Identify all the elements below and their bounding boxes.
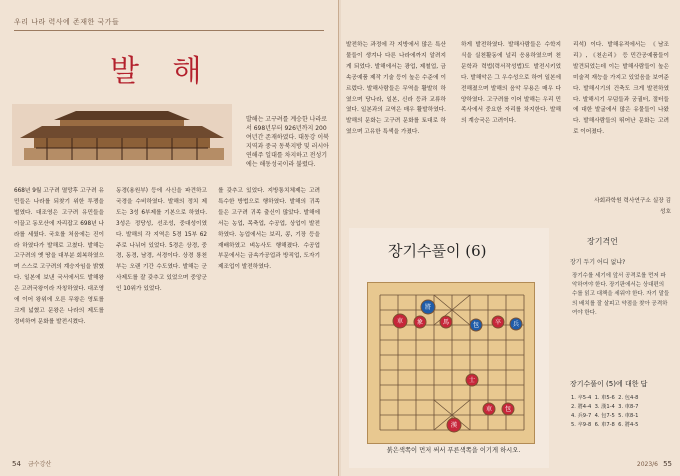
svg-text:包: 包	[504, 406, 512, 413]
janggi-board	[367, 282, 535, 444]
answer-item: 4. 包7-5	[594, 413, 615, 419]
answer-item: 1. 卒5-4	[571, 395, 592, 401]
left-page-number: 54	[12, 460, 21, 468]
left-footer-label: 금수강산	[28, 461, 52, 468]
janggi-piece	[447, 418, 461, 432]
article-byline: 사회과학원 력사연구소 실장 김성호	[594, 198, 671, 214]
janggi-piece	[492, 316, 504, 328]
janggi-piece	[502, 403, 514, 415]
article-intro: 발해는 고구려를 계승한 나라로서 698년부터 926년까지 200여년간 존재하였다. 대동강 이북 지역과 중국 동북지방 및 러시아 연해주 일대를 차지하고 전성기에는 해동성국이라 불렸다.	[246, 116, 329, 168]
article-column-6: 리석) 이다. 발해유적에서는 《남조리》, 《천손리》 등 민간공예품들이 발견되었는데 이는 발해사람들이 높은 미술적 재능을 가지고 있었음을 보여준다. 발해시기의 건축도 크게 발전하였다. 발해시기 무덤들과 궁궐터, 절터들에 대한 발굴에서 많은 유물들이 나왔다. 발해사람들의 뛰어난 문화는 고려로 이어졌다.	[573, 42, 669, 136]
sidebar-title: 장기격언	[587, 237, 618, 246]
answer-item: 2. 包4-8	[618, 395, 639, 401]
article-column-2: 동경(용원부) 등에 사신을 파견하고 국경을 수비하였다. 발해의 정치 제도는 3성 6부제를 기본으로 하였다. 3성은 정당성, 선조성, 중대성이였다. 발해의 각 지역은 5경 15부 62주로 나뉘어 있었다. 5경은 상경, 중경, 동경, 남경, 서경이다. 상경 룡천부는 오랜 기간 수도였다. 발해는 군사제도를 잘 갖추고 있었으며 중앙군인 10위가 있었다.	[116, 188, 207, 293]
answer-title: 장기수풀이 (5)에 대한 답	[570, 380, 648, 388]
answer-item: 5. 車8-1	[618, 413, 639, 419]
chess-puzzle-caption: 붉은색쪽이 먼저 써서 푸른색쪽을 이기게 하시오.	[386, 447, 521, 454]
svg-text:兵: 兵	[512, 321, 520, 328]
chess-puzzle-title: 장기수풀이 (6)	[388, 242, 487, 260]
janggi-piece	[483, 403, 495, 415]
svg-text:馬: 馬	[442, 319, 450, 326]
header-divider	[14, 30, 324, 31]
sidebar-body: 장기수를 세기에 앞서 공격로를 먼저 파악하여야 한다. 장기판에서는 상대편의 수를 읽고 대책을 세워야 한다. 자기 말들의 배치를 잘 살피고 약점을 찾아 공격하여야 한다.	[572, 273, 670, 316]
janggi-piece	[414, 316, 426, 328]
answer-item: 6. 車7-8	[594, 422, 615, 428]
left-page	[0, 0, 339, 476]
svg-text:漢: 漢	[450, 422, 458, 429]
answer-item: 3. 漢1-4	[594, 404, 615, 410]
answer-list	[571, 394, 669, 430]
palace-illustration	[12, 104, 232, 166]
svg-text:包: 包	[472, 322, 480, 329]
answer-item: 6. 將4-5	[618, 422, 639, 428]
article-column-4: 발전하는 과정에 각 지방에서 많은 특산물들이 생겨나 다른 나라에까지 알려지게 되었다. 발해에서는 광업, 제철업, 금속공예품 제작 기술 등이 높은 수준에 이르렀다. 발해사람들은 무역을 활발히 하였으며 당나라, 일본, 신라 등과 교류하였다. 일본과의 교역은 매우 활발하였다. 발해의 문화는 고구려 문화를 토대로 하였으며 고유한 특색을 가졌다.	[346, 42, 446, 136]
page-header: 우리 나라 력사에 존재한 국가들	[14, 18, 120, 26]
svg-text:將: 將	[424, 304, 432, 311]
janggi-piece	[440, 316, 452, 328]
article-column-1: 668년 9월 고구려 멸망후 고구려 유민들은 나라를 되찾기 위한 투쟁을 벌였다. 대조영은 고구려 유민들을 이끌고 동모산에 자리잡고 698년 나라를 세웠다. 국호를 처음에는 진이라 하였다가 발해로 고쳤다. 발해는 고구려의 옛 땅을 대부분 회복하였으며 스스로 고구려의 계승자임을 밝혔다. 일본에 보낸 국서에서도 발해왕은 고려국왕이라 자칭하였다. 대조영에 이어 왕위에 오른 무왕은 영토를 크게 넓혔고 문왕은 나라의 제도를 정비하여 문화를 발전시켰다.	[14, 188, 104, 325]
article-column-5: 하게 발전하였다. 발해사람들은 수학지식을 실천활동에 널리 응용하였으며 천문학과 력법(력서작성법)도 발전시키었다. 발해악은 그 우수성으로 하여 일본에 전해졌으며 발해의 음악 무용은 매우 다양하였다. 고구려를 이어 발해는 우리 민족사에서 중요한 자리를 차지한다. 발해의 계승국은 고려이다.	[461, 42, 561, 125]
janggi-piece	[466, 374, 478, 386]
answer-item: 2. 將4-4	[571, 404, 592, 410]
right-page-number: 55	[663, 460, 672, 468]
svg-text:士: 士	[468, 377, 476, 384]
svg-text:車: 車	[485, 406, 493, 413]
janggi-piece	[510, 318, 522, 330]
janggi-piece	[393, 314, 407, 328]
answer-item: 5. 卒9-8	[571, 422, 592, 428]
answer-item: 4. 兵9-7	[571, 413, 592, 419]
answer-item: 3. 車8-7	[618, 404, 639, 410]
svg-text:象: 象	[416, 319, 424, 326]
janggi-piece	[421, 300, 435, 314]
svg-text:卒: 卒	[494, 319, 502, 326]
svg-text:車: 車	[396, 318, 404, 325]
janggi-piece	[470, 319, 482, 331]
right-footer-date: 2023/6	[636, 461, 658, 468]
sidebar-subtitle: 장기 두기 어디 없냐?	[570, 259, 626, 266]
right-page	[341, 0, 680, 476]
answer-item: 1. 車5-6	[594, 395, 615, 401]
article-column-3: 를 갖추고 있었다. 지방통치체제는 고려 특수한 방법으로 행하였다. 발해의 귀족들은 고구려 귀족 출신이 많았다. 발해에서는 농업, 목축업, 수공업, 상업이 발전하였다. 농업에서는 보리, 콩, 기장 등을 재배하였고 벼농사도 행해졌다. 수공업 부문에서는 금속가공업과 방직업, 도자기 제조업이 발전하였다.	[218, 188, 320, 271]
article-title: 발 해	[110, 54, 214, 89]
